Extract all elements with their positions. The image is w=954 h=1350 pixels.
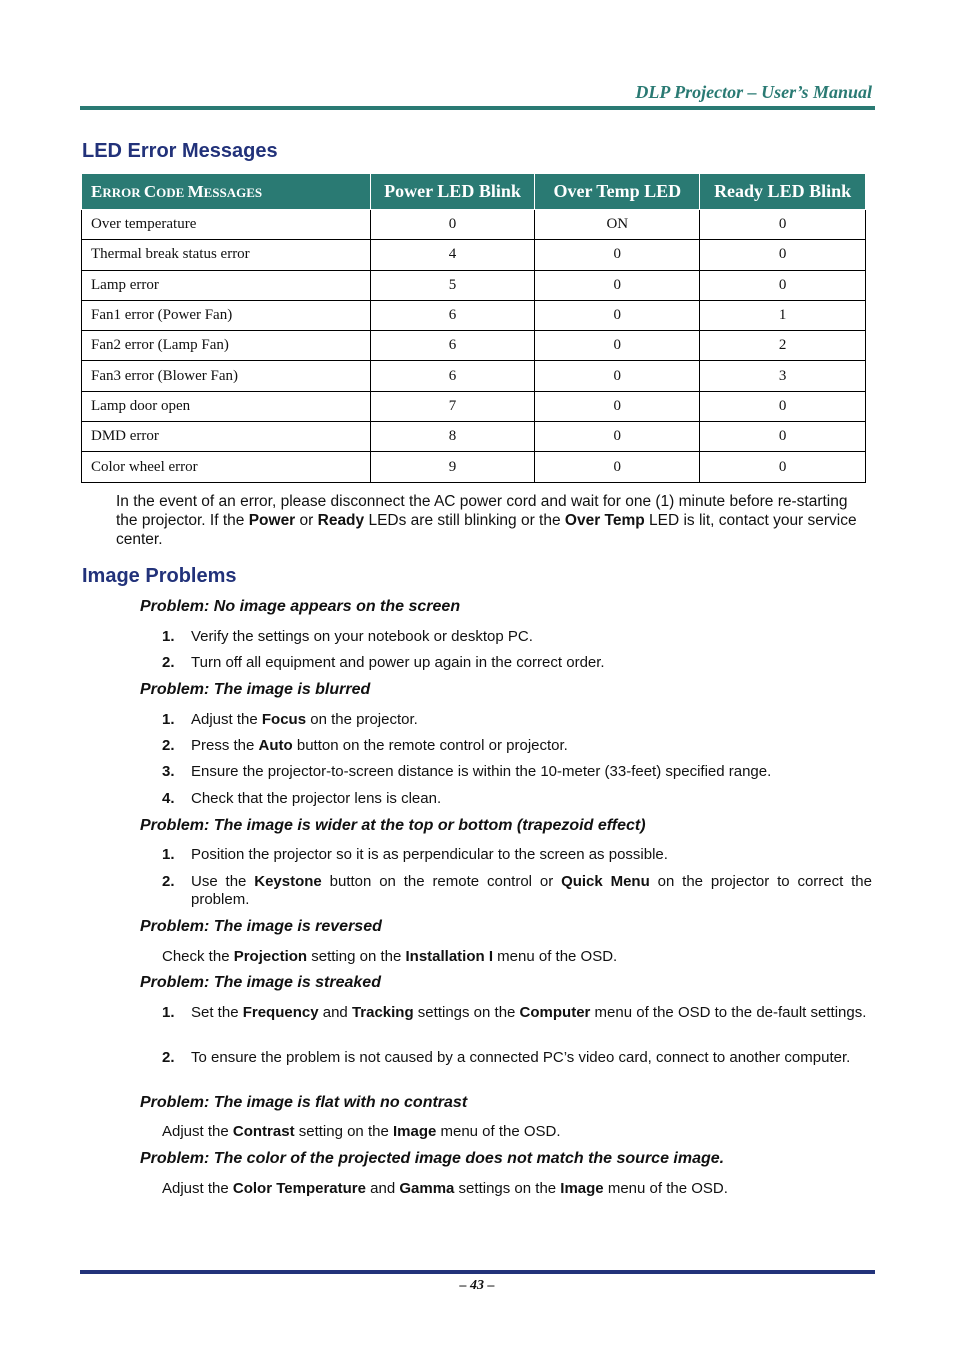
over-temp-value: 0 [535, 300, 700, 330]
power-led-value: 0 [370, 210, 535, 240]
table-row [82, 452, 866, 482]
over-temp-value: 0 [535, 331, 700, 361]
problem-heading: Problem: No image appears on the screen [140, 598, 461, 615]
problem-instruction: Adjust the Contrast setting on the Image menu of the OSD. [162, 1123, 561, 1140]
header-ready-led-blink: Ready LED Blink [700, 174, 866, 210]
led-error-table [81, 173, 866, 483]
list-item: 3. Ensure the projector-to-screen distance is within the 10-meter (33-feet) specified range. [162, 763, 772, 780]
section-title-led-error: LED Error Messages [82, 140, 278, 162]
ready-led-value: 0 [700, 210, 866, 240]
table-row [82, 300, 866, 330]
power-led-value: 6 [370, 361, 535, 391]
running-header: DLP Projector – User’s Manual [635, 82, 872, 102]
table-row [82, 331, 866, 361]
ready-led-value: 0 [700, 391, 866, 421]
table-row [82, 361, 866, 391]
over-temp-value: 0 [535, 422, 700, 452]
problem-heading: Problem: The image is reversed [140, 918, 382, 935]
over-temp-value: 0 [535, 361, 700, 391]
list-item: 2. Use the Keystone button on the remote control or Quick Menu on the projector to correct the problem. [162, 873, 872, 908]
over-temp-value: 0 [535, 391, 700, 421]
problem-instruction: Adjust the Color Temperature and Gamma settings on the Image menu of the OSD. [162, 1180, 728, 1197]
ready-led-value: 1 [700, 300, 866, 330]
header-power-led-blink: Power LED Blink [370, 174, 535, 210]
header-over-temp-led: Over Temp LED [535, 174, 700, 210]
power-led-value: 7 [370, 391, 535, 421]
table-header-row [82, 174, 866, 210]
table-row [82, 422, 866, 452]
led-error-note: In the event of an error, please disconnect the AC power cord and wait for one (1) minute before re-starting the projector. If the Power or Ready LEDs are still blinking or the Over Temp LED is lit, contact your service center. [116, 493, 857, 548]
ready-led-value: 0 [700, 422, 866, 452]
over-temp-value: ON [535, 210, 700, 240]
error-name: Color wheel error [82, 452, 371, 482]
list-item: 1. Position the projector so it is as perpendicular to the screen as possible. [162, 846, 668, 863]
power-led-value: 9 [370, 452, 535, 482]
over-temp-value: 0 [535, 452, 700, 482]
error-name: Thermal break status error [82, 240, 371, 270]
page-number: – 43 – [459, 1278, 495, 1293]
problem-heading: Problem: The image is blurred [140, 681, 371, 698]
power-led-value: 6 [370, 331, 535, 361]
power-led-value: 6 [370, 300, 535, 330]
power-led-value: 4 [370, 240, 535, 270]
error-name: Fan1 error (Power Fan) [82, 300, 371, 330]
error-name: Lamp error [82, 270, 371, 300]
list-item: 1. Verify the settings on your notebook or desktop PC. [162, 628, 533, 645]
ready-led-value: 0 [700, 240, 866, 270]
error-name: Over temperature [82, 210, 371, 240]
table-row [82, 240, 866, 270]
header-rule [80, 106, 875, 110]
ready-led-value: 3 [700, 361, 866, 391]
table-row [82, 270, 866, 300]
table-row [82, 210, 866, 240]
header-error-code-messages: ERROR CODE MESSAGES [82, 174, 371, 210]
over-temp-value: 0 [535, 270, 700, 300]
error-name: DMD error [82, 422, 371, 452]
section-title-image-problems: Image Problems [82, 565, 237, 587]
error-name: Fan2 error (Lamp Fan) [82, 331, 371, 361]
ready-led-value: 0 [700, 452, 866, 482]
list-item: 2. Turn off all equipment and power up again in the correct order. [162, 654, 605, 671]
list-item: 1. Adjust the Focus on the projector. [162, 711, 418, 728]
problem-heading: Problem: The image is flat with no contrast [140, 1094, 468, 1111]
list-item: 1. Set the Frequency and Tracking settings on the Computer menu of the OSD to the de-fault settings. [162, 1004, 867, 1021]
power-led-value: 8 [370, 422, 535, 452]
error-name: Lamp door open [82, 391, 371, 421]
footer-rule [80, 1270, 875, 1274]
problem-heading: Problem: The image is streaked [140, 974, 381, 991]
list-item: 4. Check that the projector lens is clean. [162, 790, 442, 807]
error-name: Fan3 error (Blower Fan) [82, 361, 371, 391]
power-led-value: 5 [370, 270, 535, 300]
problem-heading: Problem: The color of the projected image does not match the source image. [140, 1150, 725, 1167]
problem-instruction: Check the Projection setting on the Installation I menu of the OSD. [162, 948, 618, 965]
list-item: 2. To ensure the problem is not caused by a connected PC’s video card, connect to another computer. [162, 1049, 851, 1066]
ready-led-value: 0 [700, 270, 866, 300]
over-temp-value: 0 [535, 240, 700, 270]
list-item: 2. Press the Auto button on the remote control or projector. [162, 737, 568, 754]
ready-led-value: 2 [700, 331, 866, 361]
problem-heading: Problem: The image is wider at the top or bottom (trapezoid effect) [140, 817, 646, 834]
table-row [82, 391, 866, 421]
